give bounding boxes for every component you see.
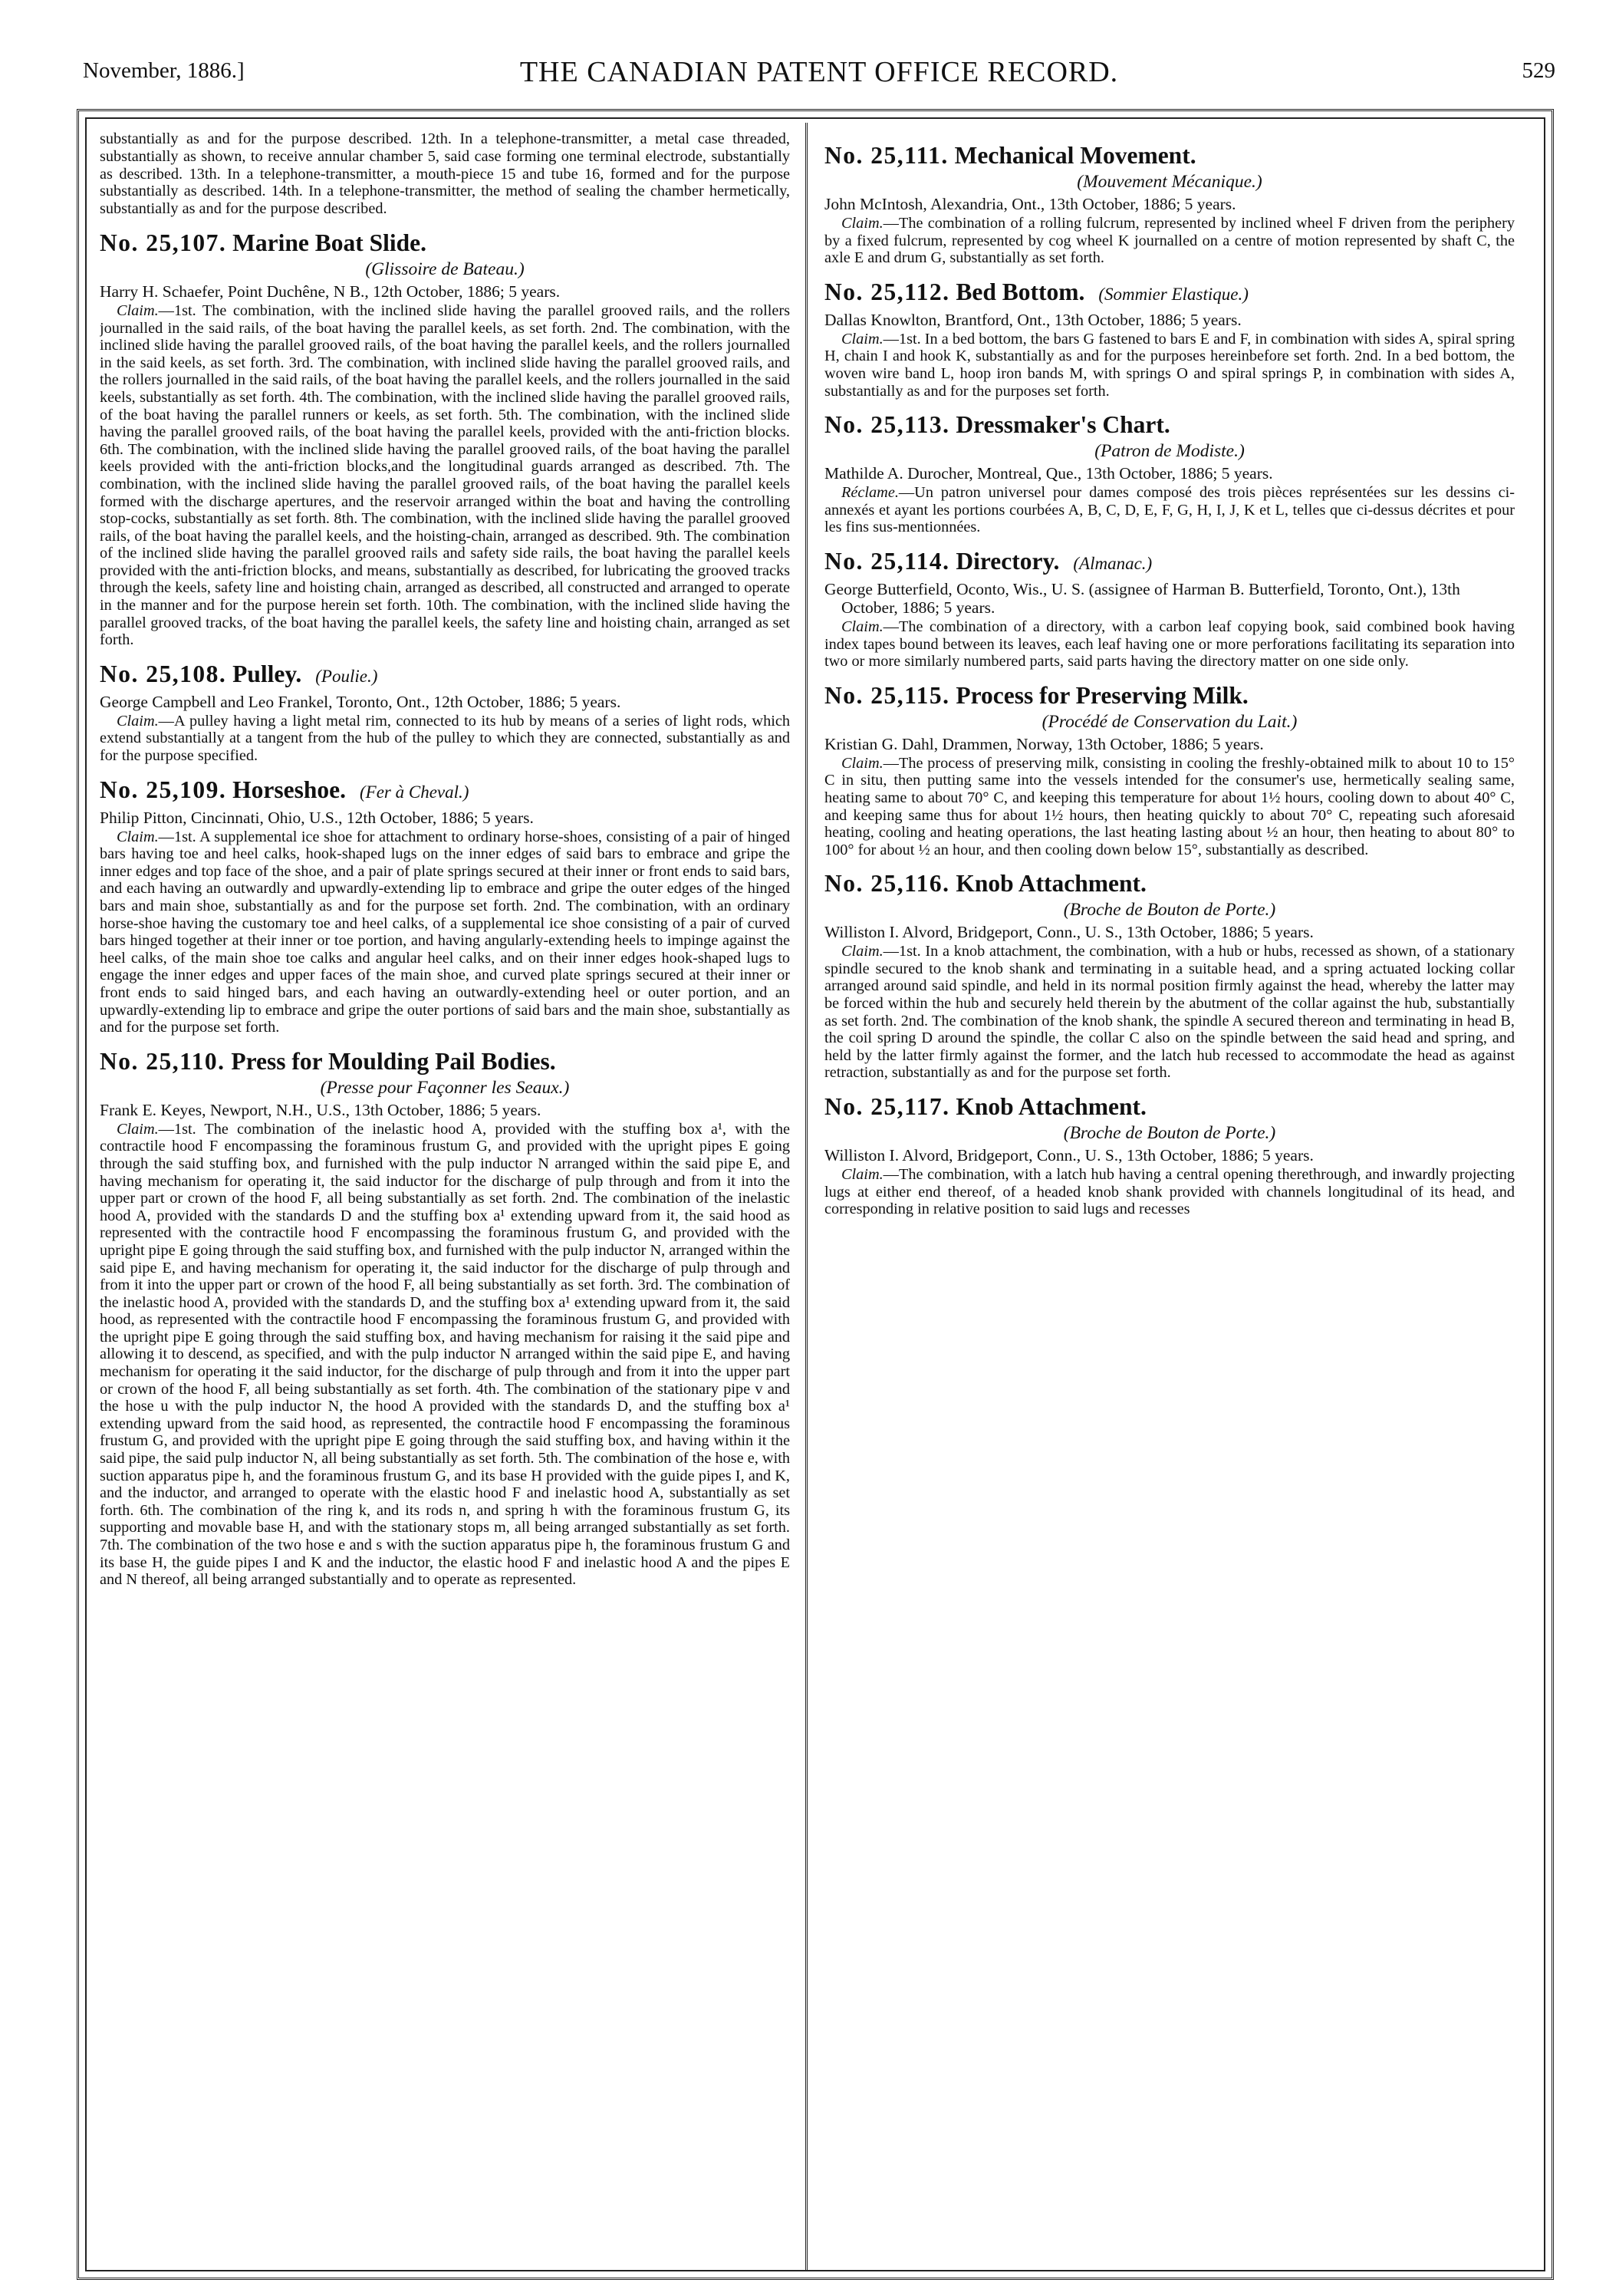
claim-body: —A pulley having a light metal rim, connected to its hub by means of a series of light rods, which extend substantially at a tangent from the hub of the pulley to which they are connected, substantially as and for the purpose specified. [100,712,790,765]
claim-body: —The combination, with a latch hub having a central opening therethrough, and inwardly projecting lugs at either end thereof, of a headed knob shank provided with channels longitudinal of its head, and corresponding in relative position to said lugs and recesses [824,1166,1515,1218]
patent-number: No. 25,111. [824,142,949,169]
claim-body: —The combination of a directory, with a carbon leaf copying book, said combined book having index tapes bound between its leaves, each leaf having one or more perforations facilitating its separation into two or more similarly numbered parts, said parts having the directory matter on one side only. [824,618,1515,670]
entry-heading [100,1047,790,1076]
issue-date: November, 1886.] [83,58,245,83]
patentee: Philip Pitton, Cincinnati, Ohio, U.S., 12th October, 1886; 5 years. [100,808,534,827]
claim-text [824,943,1515,1082]
publication-title: THE CANADIAN PATENT OFFICE RECORD. [519,56,1119,88]
claim-body: —Un patron universel pour dames composé des trois pièces représentées sur les dessins ci-annexés et ayant les portions courbées A, B, C, D, E, F, G, H, I, J, K et L, telles que ci-dessus décrites et pour les fins sus-mentionnées. [824,484,1515,536]
entry-heading [824,141,1515,170]
claim-text [824,331,1515,400]
entry-heading [100,660,790,691]
left-column [100,130,790,2271]
patentee: John McIntosh, Alexandria, Ont., 13th October, 1886; 5 years. [824,195,1236,213]
entry-heading [824,278,1515,309]
claim-label: Réclame. [841,484,899,502]
patent-number: No. 25,117. [824,1093,950,1121]
patent-entry [824,869,1515,1082]
claim-label: Claim. [117,301,159,319]
patentee: Frank E. Keyes, Newport, N.H., U.S., 13th October, 1886; 5 years. [100,1100,541,1119]
claim-label: Claim. [841,943,884,960]
entry-heading [100,229,790,258]
claim-label: Claim. [117,1120,159,1138]
patent-entry [824,681,1515,859]
column-rule [805,123,808,2271]
patent-title: Process for Preserving Milk. [956,681,1249,709]
patent-title: Press for Moulding Pail Bodies. [231,1047,556,1075]
patent-number: No. 25,113. [824,411,950,439]
patent-entry [824,141,1515,267]
right-column [824,130,1515,2271]
patent-number: No. 25,108. [100,660,227,687]
patent-entry [824,410,1515,536]
claim-text [100,1121,790,1589]
page-number: 529 [1522,58,1555,83]
claim-body: —1st. In a bed bottom, the bars G fastened to bars E and F, in combination with sides A, spiral spring H, chain I and hook K, substantially as and for the purposes hereinbefore set forth. 2nd. In a bed bottom, the woven wire band L, hoop iron bands M, with springs O and spiral springs P, in combination with sides A, substantially as and for the purposes set forth. [824,330,1515,400]
claim-text [100,713,790,765]
patentee: George Butterfield, Oconto, Wis., U. S. (assignee of Harman B. Butterfield, Toronto, Ont.), 13th October, 1886; 5 years. [824,579,1460,617]
claim-body: —1st. The combination, with the inclined slide having the parallel grooved rails, and the rollers journalled in the said rails, of the boat having the parallel keels, as set forth. 2nd. The combination, with the inclined slide having the parallel grooved rails, of the boat having the parallel keels, and the rollers journalled in the said keels, as set forth. 3rd. The combination, with inclined slide having the parallel grooved rails, and the rollers journalled in the said rails, of the boat having the parallel keels, and the rollers journalled in the said keels, substantially as set forth. 4th. The combination, with the inclined slide having the parallel grooved rails, of the boat having the parallel runners or keels, as set forth. 5th. The combination, with the inclined slide having the parallel grooved rails, of the boat having the parallel keels, provided with the anti-friction blocks. 6th. The combination, with the inclined slide having the parallel grooved rails, of the boat having the parallel keels provided with the anti-friction blocks,and the longitudinal guards arranged as described. 7th. The combination, with the inclined slide having the parallel grooved rails, of the boat having the parallel keels formed with the discharge apertures, and the reservoir arranged within the boat and having the controlling stop-cocks, substantially as set forth. 8th. The combination, with the inclined slide having the parallel grooved rails, of the boat having the parallel keels, and the hoisting-chain, arranged as described. 9th. The combination of the inclined slide having the parallel grooved rails and safety side rails, the boat having the parallel keels provided with the anti-friction blocks, and means, substantially as described, for lubricating the grooved tracks through the keels, safety line and hoisting chain, arranged as described, all constructed and arranged to operate in the manner and for the purpose herein set forth. 10th. The combination, with the inclined slide having the parallel grooved tracks, of the boat having the parallel keels, the safety line and hoisting chain, arranged as set forth. [100,301,790,649]
claim-label: Claim. [841,1166,884,1184]
claim-text [100,302,790,649]
claim-label: Claim. [841,754,884,772]
patent-title: Marine Boat Slide. [232,229,426,256]
claim-body: —1st. A supplemental ice shoe for attachment to ordinary horse-shoes, consisting of a pair of hinged bars having toe and heel calks, hook-shaped lugs on the inner edges of said bars to embrace and gripe the inner edges and top face of the shoe, and a pair of plate springs secured at their inner or front ends to said bars, and each having an outwardly and upwardly-extending lip to embrace and gripe the outer edges of the hinged bars and main shoe, substantially as and for the purpose set forth. 2nd. The combination, with an ordinary horse-shoe having the customary toe and heel calks, of a supplemental ice shoe consisting of a pair of curved bars hinged together at their inner or toe portion, and having angularly-extending heels to impinge against the heel calks, of the main shoe toe calks and angular heel calks, and on their inner edges hook-shaped lugs to engage the inner edges and upper faces of the main shoe, and curved plate springs secured at their inner or front ends to said hinged bars, and each having an outwardly-extending heel or outer portion, and an upwardly-extending lip to embrace and gripe the outer portions of said bars and the main shoe, substantially as and for the purpose set forth. [100,828,790,1036]
claim-label: Claim. [841,618,884,635]
entry-heading [824,681,1515,710]
continued-text: substantially as and for the purpose described. 12th. In a telephone-transmitter, a metal case threaded, substantially as shown, to receive annular chamber 5, said case forming one terminal electrode, substantially as described. 13th. In a telephone-transmitter, a mouth-piece 15 and tube 16, formed and for the purpose substantially as described. 14th. In a telephone-transmitter, the method of sealing the chamber hermetically, substantially as and for the purpose described. [100,130,790,218]
french-title: (Sommier Elastique.) [1098,284,1249,304]
patent-number: No. 25,115. [824,681,950,709]
claim-body: —1st. In a knob attachment, the combination, with a hub or hubs, recessed as shown, of a stationary spindle secured to the knob shank and terminating in a suitable head, and a spring actuated locking collar arranged around said spindle, and held in its normal position firmly against the head, whereby the latter may be forced within the hub and securely held therein by the abutment of the collar against the hub, substantially as set forth. 2nd. The combination of the knob shank, the spindle A secured thereon and terminating in head B, the coil spring D around the spindle, the collar C also on the spindle between the said head and spring, and held by the latter firmly against the former, and the latch hub recessed to accommodate the head as against retraction, substantially as and for the purpose set forth. [824,943,1515,1082]
patent-entry [100,776,790,1036]
patent-number: No. 25,116. [824,870,950,898]
patent-title: Directory. [956,547,1060,575]
claim-text [100,828,790,1036]
french-title: (Patron de Modiste.) [1094,441,1245,462]
patentee: Williston I. Alvord, Bridgeport, Conn., U. S., 13th October, 1886; 5 years. [824,1146,1314,1165]
patentee: Williston I. Alvord, Bridgeport, Conn., U. S., 13th October, 1886; 5 years. [824,923,1314,942]
french-title: (Mouvement Mécanique.) [1077,172,1262,192]
patent-title: Pulley. [232,660,302,687]
french-title: (Broche de Bouton de Porte.) [1063,1123,1276,1144]
patentee: Kristian G. Dahl, Drammen, Norway, 13th October, 1886; 5 years. [824,734,1264,753]
patent-entry [824,278,1515,400]
claim-body: —1st. The combination of the inelastic hood A, provided with the stuffing box a¹, with the contractile hood F encompassing the foraminous frustum G, and provided with the upright pipes E going through the said stuffing box, and furnished with the pulp inductor N arranged within the said pipe E, and having mechanism for operating it, the said inductor for the discharge of pulp through and from it into the upper part or crown of the hood F, all being substantially as set forth. 2nd. The combination of the inelastic hood A, provided with the standards D and the stuffing box a¹ extending upward from it, the said hood as represented with the contractile hood F encompassing the foraminous frustum G, and provided with the upright pipe E going through the said stuffing box, and furnished with the pulp inductor N, arranged within the said pipe E, and having mechanism for operating it, the said inductor for the discharge of pulp through and from it into the upper part or crown of the hood F, all being substantially as set forth. 3rd. The combination of the inelastic hood A, provided with the standards D, and the stuffing box a¹ extending upward from it, the said hood, as represented with the contractile hood F encompassing the foraminous frustum G, and provided with the upright pipe E going through the said stuffing box, and having mechanism for raising it the said pipe and allowing it to descend, as specified, and with the pulp inductor N arranged within the said pipe E, and having mechanism for operating it the said inductor, for the discharge of pulp through and from it into the upper part or crown of the hood F, all being substantially as set forth. 4th. The combination of the stationary pipe v and the hose u with the pulp inductor N, the hood A provided with the standards D, and the stuffing box a¹ extending upward from the said hood, as represented, the contractile hood F encompassing the foraminous frustum G, and provided with the upright pipe E going through the said stuffing box, and having within it the said pipe, the said pulp inductor N, all being substantially as set forth. 5th. The combination of the hose e, with suction apparatus pipe h, and the foraminous frustum G, and its base H provided with the guide pipes I, and K, and the inductor, and arranged to operate with the elastic hood F and inelastic hood A, substantially as set forth. 6th. The combination of the ring k, and its rods n, and spring h with the foraminous frustum G, its supporting and movable base H, and with the stationary stops m, all being arranged substantially as set forth. 7th. The combination of the two hose e and s with the suction apparatus pipe h, the foraminous frustum G and its base H, the guide pipes I and K and the inductor, the elastic hood F and inelastic hood A and the pipes E and N thereof, all being arranged substantially and to operate as represented. [100,1120,790,1589]
claim-body: —The combination of a rolling fulcrum, represented by inclined wheel F driven from the periphery by a fixed fulcrum, represented by cog wheel K journalled on a centre of motion represented by shaft C, the axle E and drum G, substantially as set forth. [824,215,1515,267]
french-title: (Poulie.) [315,666,378,686]
patent-entry [824,1092,1515,1218]
claim-text [824,484,1515,536]
patent-entry [824,547,1515,670]
entry-heading [824,1092,1515,1122]
patentee: George Campbell and Leo Frankel, Toronto, Ont., 12th October, 1886; 5 years. [100,692,621,711]
running-head [83,55,1555,86]
claim-text [824,1166,1515,1218]
entry-heading [100,776,790,807]
patentee: Harry H. Schaefer, Point Duchêne, N B., 12th October, 1886; 5 years. [100,282,561,301]
patent-entry [100,229,790,649]
french-title: (Glissoire de Bateau.) [365,259,525,279]
entry-heading [824,547,1515,578]
french-title: (Fer à Cheval.) [359,782,469,802]
patent-number: No. 25,107. [100,229,227,256]
patent-title: Knob Attachment. [956,1093,1147,1121]
patent-number: No. 25,114. [824,547,950,575]
patentee: Dallas Knowlton, Brantford, Ont., 13th October, 1886; 5 years. [824,310,1242,329]
french-title: (Almanac.) [1073,553,1153,573]
claim-label: Claim. [841,215,884,232]
claim-text [824,755,1515,859]
claim-label: Claim. [117,828,159,845]
entry-heading [824,869,1515,898]
patent-entry [100,660,790,765]
french-title: (Presse pour Façonner les Seaux.) [320,1077,570,1098]
claim-text [824,618,1515,670]
patent-title: Bed Bottom. [956,278,1085,305]
entry-heading [824,410,1515,440]
patent-title: Dressmaker's Chart. [956,411,1170,439]
patent-title: Horseshoe. [232,776,346,803]
patent-number: No. 25,109. [100,776,227,803]
french-title: (Broche de Bouton de Porte.) [1063,900,1276,921]
claim-body: —The process of preserving milk, consisting in cooling the freshly-obtained milk to about 10 to 15° C in situ, then putting same into the vessels intended for the consumer's use, hermetically sealing same, heating same to about 70° C, and keeping this temperature for about 1½ hours, cooling down to about 40° C, and keeping same thus for about 1½ hours, then heating quickly to about 70° C, repeating such aforesaid heating, cooling and heating operations, the last heating lasting about ½ an hour, then heating to about 80° to 100° for about ½ an hour, and then cooling down below 15°, substantially as described. [824,754,1515,858]
patent-number: No. 25,110. [100,1047,225,1075]
patent-entry [100,1047,790,1589]
patent-number: No. 25,112. [824,278,950,305]
claim-text [824,215,1515,267]
claim-label: Claim. [117,712,159,730]
claim-label: Claim. [841,330,884,348]
french-title: (Procédé de Conservation du Lait.) [1041,711,1298,732]
patent-title: Knob Attachment. [956,870,1147,898]
patent-title: Mechanical Movement. [954,142,1196,169]
patentee: Mathilde A. Durocher, Montreal, Que., 13th October, 1886; 5 years. [824,464,1273,483]
